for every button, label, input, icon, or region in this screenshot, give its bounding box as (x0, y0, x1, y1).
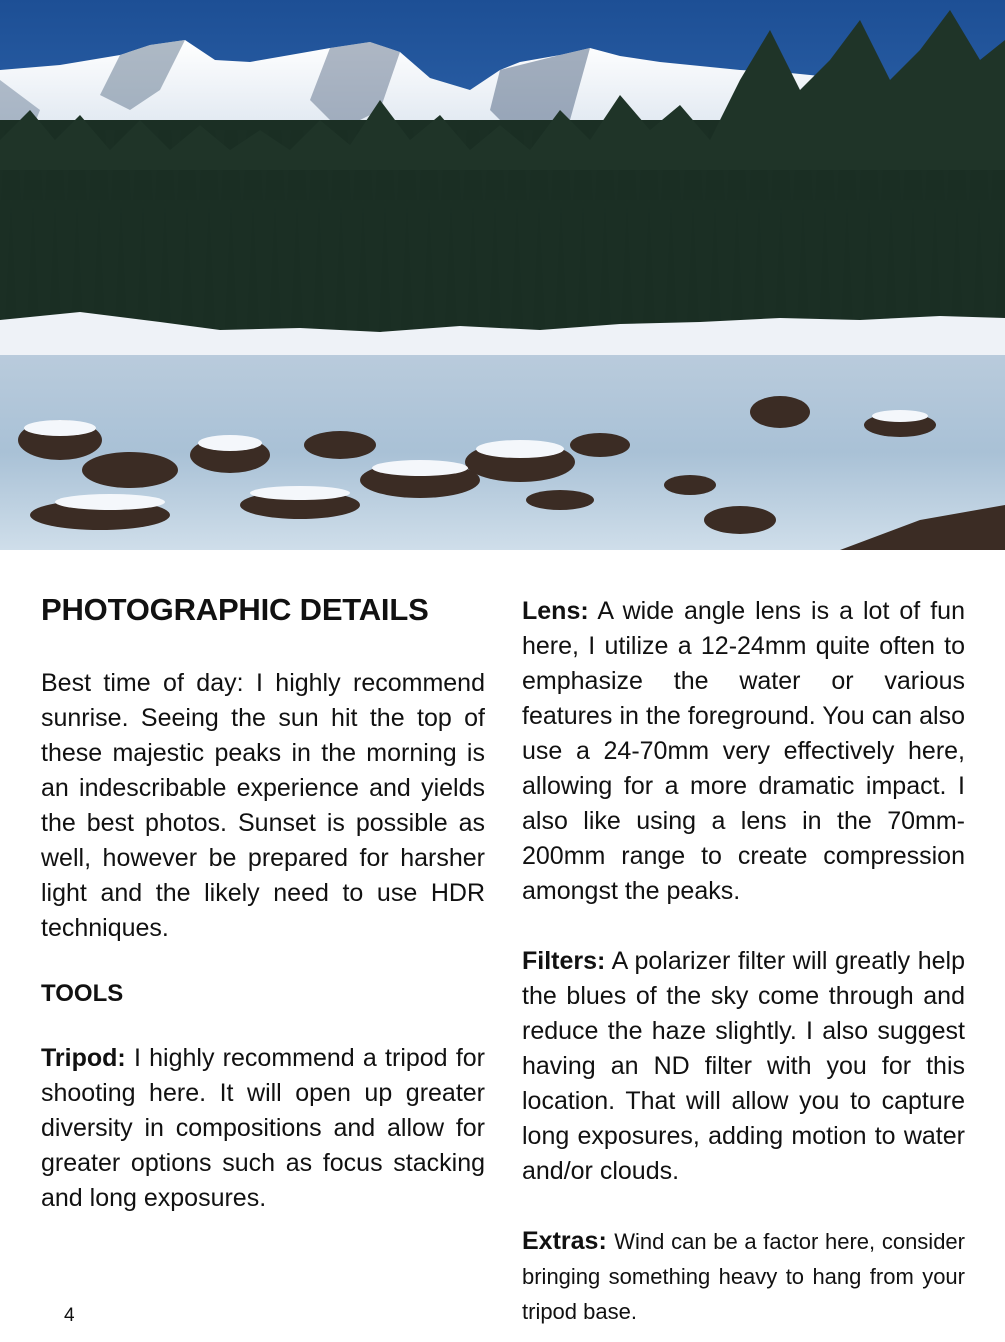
right-column (522, 594, 965, 1329)
filters-text: A polarizer filter will greatly help the blues of the sky come through and reduce the haze slightly. I also suggest having an ND filter with you for this location. That will allow you to capture long exposures, adding motion to water and/or clouds. (522, 947, 965, 1185)
hero-photo (0, 0, 1005, 550)
section-title: PHOTOGRAPHIC DETAILS (41, 592, 429, 627)
extras-paragraph (522, 1224, 965, 1329)
filters-paragraph (522, 944, 965, 1189)
best-time-paragraph: Best time of day: I highly recommend sunrise. Seeing the sun hit the top of these majestic peaks in the morning is an indescribable experience and yields the best photos. Sunset is possible as well, however be prepared for harsher light and the likely need to use HDR techniques. (41, 669, 485, 942)
lens-text: A wide angle lens is a lot of fun here, I utilize a 12-24mm quite often to emphasize the water or various features in the foreground. You can also use a 24-70mm very effectively here, allowing for a more dramatic impact. I also like using a lens in the 70mm-200mm range to create compression amongst the peaks. (522, 597, 965, 905)
tripod-label: Tripod: (41, 1044, 126, 1072)
left-column (41, 590, 485, 1216)
lens-label: Lens: (522, 597, 589, 625)
lens-paragraph (522, 594, 965, 909)
extras-text: Wind can be a factor here, consider bringing something heavy to hang from your tripod base. (522, 1229, 965, 1324)
page-number: 4 (64, 1305, 75, 1326)
extras-label: Extras: (522, 1227, 607, 1255)
tripod-text: I highly recommend a tripod for shooting here. It will open up greater diversity in compositions and allow for greater options such as focus stacking and long exposures. (41, 1044, 485, 1212)
tripod-paragraph (41, 1041, 485, 1216)
filters-label: Filters: (522, 947, 606, 975)
tools-heading: TOOLS (41, 980, 124, 1007)
